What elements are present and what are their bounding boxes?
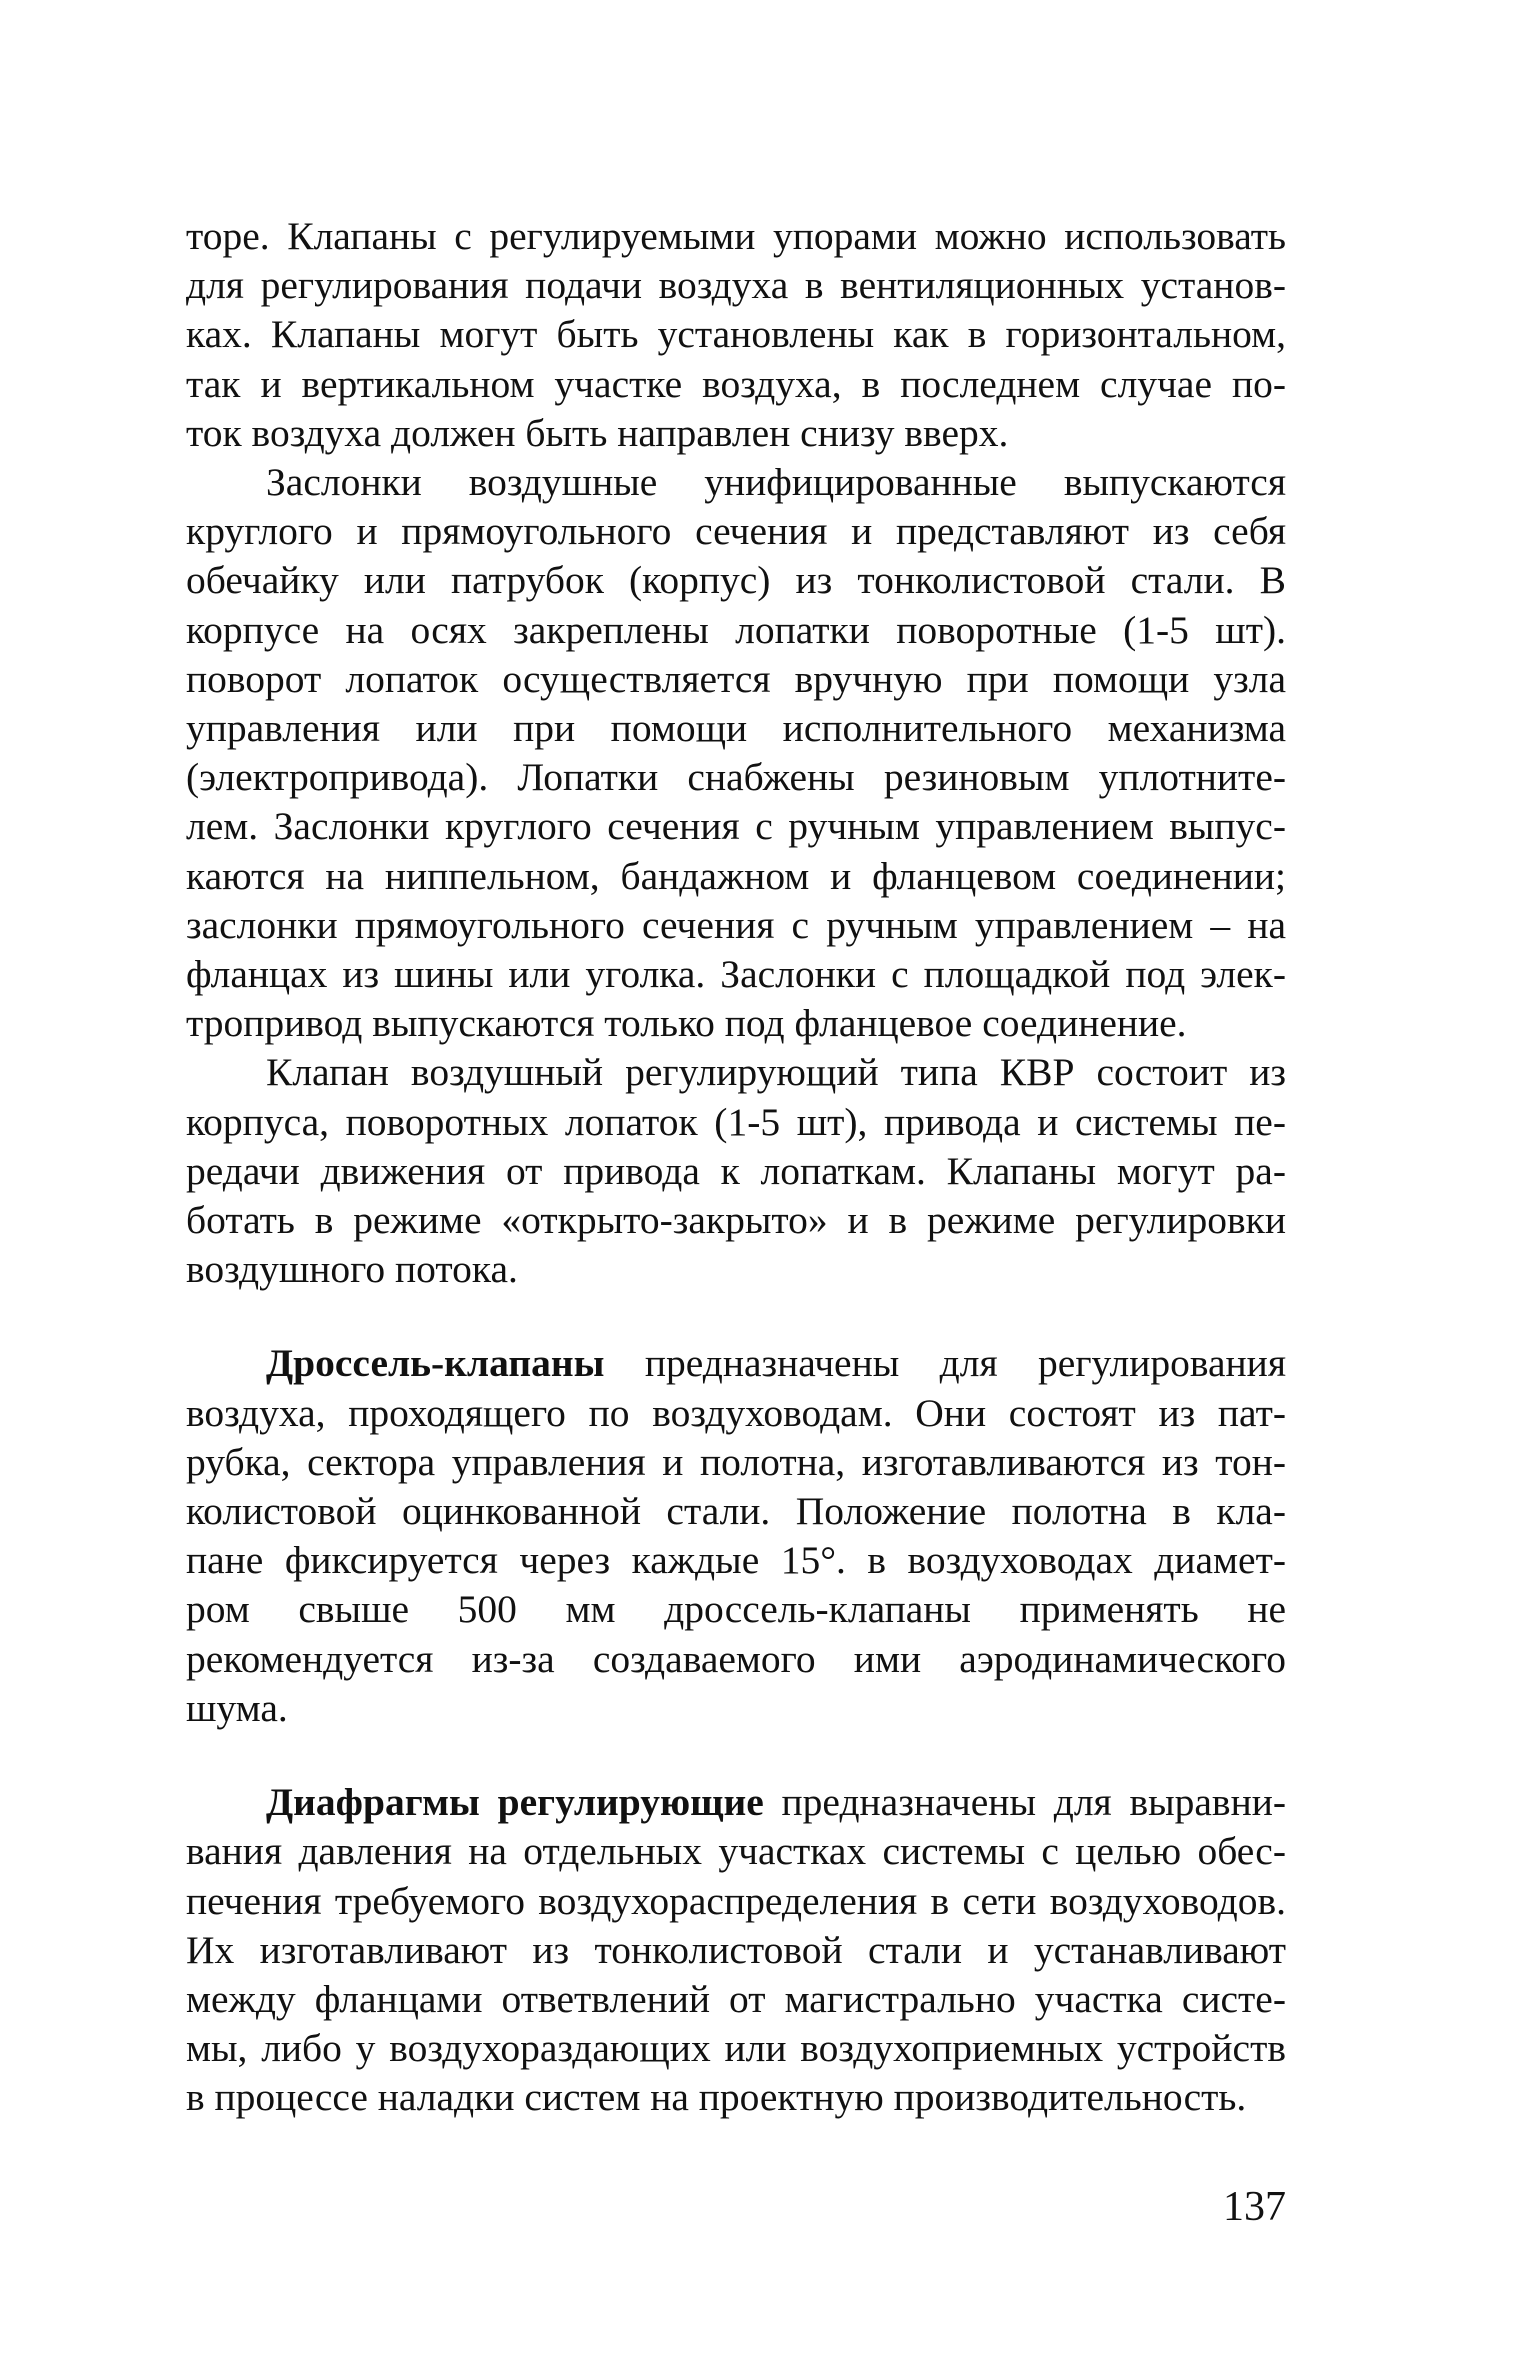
- text-line: ках. Клапаны могут быть установлены как в горизонтальном,: [186, 312, 1286, 357]
- text-line: пане фиксируется через каждые 15°. в воздуховодах диамет-: [186, 1538, 1286, 1583]
- paragraph-diaphragms: [186, 1778, 1286, 2122]
- text-line: фланцах из шины или уголка. Заслонки с площадкой под элек-: [186, 952, 1286, 997]
- text-line: шума.: [186, 1685, 288, 1730]
- text-line: каются на ниппельном, бандажном и фланцевом соединении;: [186, 853, 1286, 898]
- text-line: редачи движения от привода к лопаткам. Клапаны могут ра-: [186, 1148, 1286, 1193]
- paragraph-throttle-valves: [186, 1339, 1286, 1733]
- text-run: предназначены для выравни-: [763, 1780, 1287, 1825]
- text-line: рекомендуется из-за создаваемого ими аэродинамического: [186, 1636, 1286, 1681]
- text-line: торе. Клапаны с регулируемыми упорами можно использовать: [186, 214, 1286, 258]
- text-line: Их изготавливают из тонколистовой стали и устанавливают: [186, 1927, 1286, 1972]
- text-line: в процессе наладки систем на проектную производительность.: [186, 2075, 1247, 2120]
- text-line: [186, 1339, 1286, 1388]
- text-line: заслонки прямоугольного сечения с ручным управлением – на: [186, 902, 1286, 947]
- text-line: колистовой оцинкованной стали. Положение полотна в кла-: [186, 1489, 1286, 1534]
- paragraph-air-dampers: [186, 458, 1286, 1048]
- text-line: Заслонки воздушные унифицированные выпускаются: [266, 460, 1286, 505]
- text-line: для регулирования подачи воздуха в вентиляционных установ-: [186, 263, 1286, 308]
- text-line: ром свыше 500 мм дроссель-клапаны применять не: [186, 1587, 1286, 1632]
- text-line: (электропривода). Лопатки снабжены резиновым уплотните-: [186, 755, 1286, 800]
- text-line: [186, 1778, 1286, 1827]
- text-line: Клапан воздушный регулирующий типа КВР состоит из: [266, 1050, 1286, 1095]
- page-number: 137: [1223, 2184, 1286, 2230]
- text-line: между фланцами ответвлений от магистрально участка систе-: [186, 1976, 1286, 2021]
- text-column: [186, 212, 1286, 2123]
- paragraph-valves-continuation: [186, 212, 1286, 458]
- term-throttle-valves: Дроссель-клапаны: [266, 1341, 605, 1386]
- text-line: воздушного потока.: [186, 1247, 518, 1292]
- text-line: печения требуемого воздухораспределения в сети воздуховодов.: [186, 1878, 1286, 1923]
- term-diaphragms: Диафрагмы регулирующие: [266, 1780, 764, 1825]
- text-run: предназначены для регулирования: [604, 1341, 1286, 1386]
- text-line: мы, либо у воздухораздающих или воздухоприемных устройств: [186, 2026, 1286, 2071]
- text-line: воздуха, проходящего по воздуховодам. Они состоят из пат-: [186, 1390, 1286, 1435]
- text-line: тропривод выпускаются только под фланцевое соединение.: [186, 1001, 1187, 1046]
- text-line: рубка, сектора управления и полотна, изготавливаются из тон-: [186, 1439, 1286, 1484]
- text-line: вания давления на отдельных участках системы с целью обес-: [186, 1829, 1286, 1874]
- text-line: управления или при помощи исполнительного механизма: [186, 706, 1286, 751]
- text-line: корпуса, поворотных лопаток (1-5 шт), привода и системы пе-: [186, 1099, 1286, 1144]
- text-line: корпусе на осях закреплены лопатки поворотные (1-5 шт).: [186, 607, 1286, 652]
- text-line: ботать в режиме «открыто-закрыто» и в режиме регулировки: [186, 1198, 1286, 1243]
- text-line: ток воздуха должен быть направлен снизу вверх.: [186, 410, 1009, 455]
- text-line: лем. Заслонки круглого сечения с ручным управлением выпус-: [186, 804, 1286, 849]
- paragraph-gap: [186, 1733, 1286, 1778]
- paragraph-kvr-valve: [186, 1048, 1286, 1294]
- text-line: обечайку или патрубок (корпус) из тонколистовой стали. В: [186, 558, 1286, 603]
- text-line: круглого и прямоугольного сечения и представляют из себя: [186, 509, 1286, 554]
- text-line: так и вертикальном участке воздуха, в последнем случае по-: [186, 361, 1286, 406]
- text-line: поворот лопаток осуществляется вручную при помощи узла: [186, 656, 1286, 701]
- paragraph-gap: [186, 1294, 1286, 1339]
